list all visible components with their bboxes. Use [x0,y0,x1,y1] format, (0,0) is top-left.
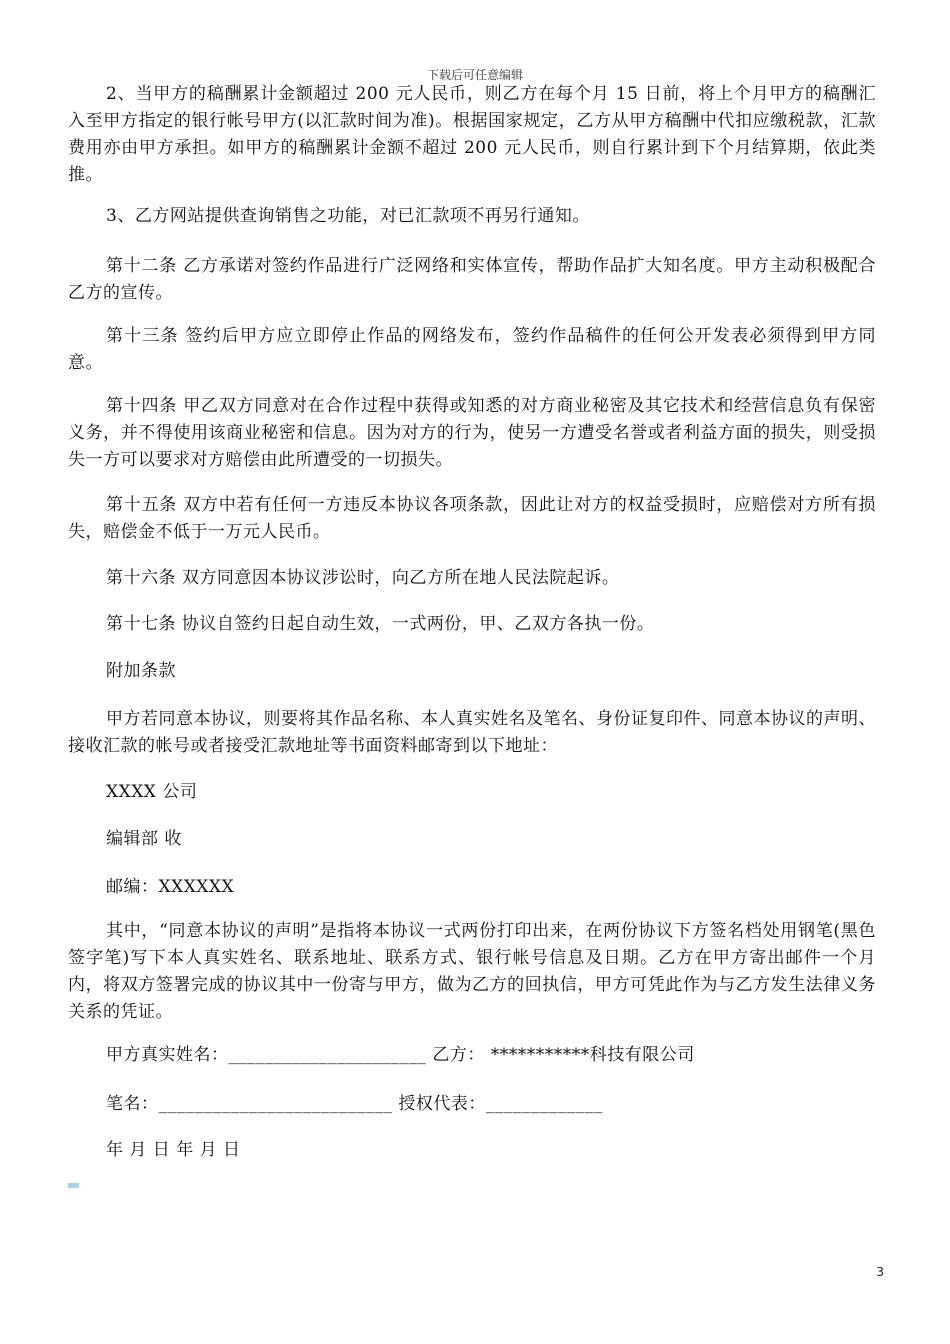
clause-article-14: 第十四条 甲乙双方同意对在合作过程中获得或知悉的对方商业秘密及其它技术和经营信息负有保密义务，并不得使用该商业秘密和信息。因为对方的行为，使另一方遭受名誉或者利益方面的损失，则受损失一方可以要求对方赔偿由此所遭受的一切损失。 [68,396,876,470]
signature-line-pen-name: 笔名：__________________________ 授权代表：_____________ [106,1094,603,1114]
address-postcode: 邮编：XXXXXX [106,877,235,897]
page-number: 3 [876,1265,884,1279]
address-department: 编辑部 收 [106,829,182,849]
appendix-heading: 附加条款 [106,661,176,681]
clause-article-15: 第十五条 双方中若有任何一方违反本协议各项条款，因此让对方的权益受损时，应赔偿对方所有损失，赔偿金不低于一万元人民币。 [68,495,876,542]
cursor-marker [68,1183,79,1188]
clause-paragraph-remittance: 2、当甲方的稿酬累计金额超过 200 元人民币，则乙方在每个月 15 日前，将上个月甲方的稿酬汇入至甲方指定的银行帐号甲方(以汇款时间为准)。根据国家规定，乙方从甲方稿酬中代扣应缴税款，汇款费用亦由甲方承担。如甲方的稿酬累计金额不超过 200 元人民币，则自行累计到下个月结算期，依此类推。 [68,84,876,185]
signature-line-party-a-real-name: 甲方真实姓名：______________________ 乙方： ***********科技有限公司 [106,1045,695,1065]
address-company: XXXX 公司 [106,782,198,802]
clause-article-17: 第十七条 协议自签约日起自动生效，一式两份，甲、乙双方各执一份。 [106,614,655,634]
clause-article-16: 第十六条 双方同意因本协议涉讼时，向乙方所在地人民法院起诉。 [106,568,620,588]
page-header: 下载后可任意编辑 [426,68,523,82]
clause-article-13: 第十三条 签约后甲方应立即停止作品的网络发布，签约作品稿件的任何公开发表必须得到甲方同意。 [68,326,876,373]
clause-article-12: 第十二条 乙方承诺对签约作品进行广泛网络和实体宣传，帮助作品扩大知名度。甲方主动积极配合乙方的宣传。 [68,256,876,303]
declaration-paragraph: 其中，“同意本协议的声明”是指将本协议一式两份打印出来，在两份协议下方签名档处用钢笔(黑色签字笔)写下本人真实姓名、联系地址、联系方式、银行帐号信息及日期。乙方在甲方寄出邮件一个月内，将双方签署完成的协议其中一份寄与甲方，做为乙方的回执信，甲方可凭此作为与乙方发生法律义务关系的凭证。 [68,921,876,1022]
appendix-paragraph: 甲方若同意本协议，则要将其作品名称、本人真实姓名及笔名、身份证复印件、同意本协议的声明、接收汇款的帐号或者接受汇款地址等书面资料邮寄到以下地址： [68,709,876,756]
signature-line-dates: 年 月 日 年 月 日 [106,1140,241,1160]
clause-paragraph-query-sales: 3、乙方网站提供查询销售之功能，对已汇款项不再另行通知。 [106,206,590,226]
